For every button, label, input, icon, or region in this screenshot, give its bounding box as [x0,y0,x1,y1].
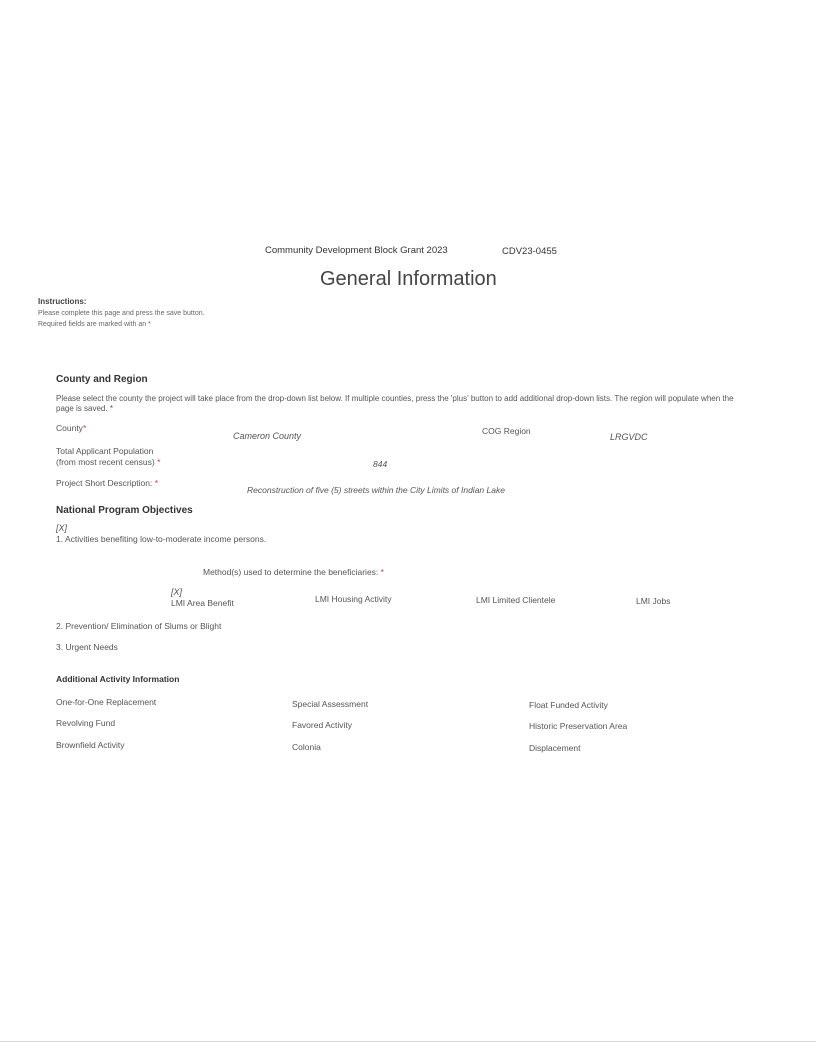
objective-1-checkbox[interactable]: [X] [56,523,68,533]
project-description-label [56,478,158,488]
project-description-label-text: Project Short Description: [56,478,153,488]
page-title: General Information [320,268,497,290]
activity-favored[interactable]: Favored Activity [292,720,352,730]
county-value[interactable]: Cameron County [233,431,302,441]
activity-revolving-fund[interactable]: Revolving Fund [56,718,116,728]
activity-special-assessment[interactable]: Special Assessment [292,699,369,709]
population-label-line-2 [56,457,160,467]
county-region-heading: County and Region [56,374,148,385]
instructions-label: Instructions: [38,297,87,306]
population-value[interactable]: 844 [373,459,388,469]
population-label-line-1: Total Applicant Population [56,446,154,456]
county-label-text: County [56,423,83,433]
cog-region-value: LRGVDC [610,432,648,442]
project-description-value[interactable]: Reconstruction of five (5) streets within the City Limits of Indian Lake [247,485,505,495]
activity-float-funded[interactable]: Float Funded Activity [529,700,608,710]
county-label [56,423,86,433]
population-label-text: (from most recent census) [56,457,155,467]
method-label-text: Method(s) used to determine the beneficiaries: [203,567,379,577]
instructions-line-1: Please complete this page and press the save button. [38,310,205,317]
required-marker: * [157,457,161,467]
activity-brownfield[interactable]: Brownfield Activity [56,740,125,750]
objective-3-label[interactable]: 3. Urgent Needs [56,642,118,652]
method-label [203,567,384,577]
activity-colonia[interactable]: Colonia [292,742,321,752]
instructions-line-2: Required fields are marked with an * [38,321,151,328]
required-marker: * [380,567,384,577]
required-marker: * [82,423,87,433]
lmi-area-benefit-checkbox[interactable]: [X] [171,587,183,597]
method-lmi-jobs[interactable]: LMI Jobs [636,596,671,606]
method-lmi-limited-clientele[interactable]: LMI Limited Clientele [476,595,556,605]
required-marker: * [154,478,159,488]
scan-edge-divider [0,1041,816,1042]
county-region-description: Please select the county the project will take place from the drop-down list below. If multiple counties, press the 'plus' button to add additional drop-down lists. The region will populate when the page is saved. * [56,394,734,413]
activity-historic-preservation[interactable]: Historic Preservation Area [529,721,628,731]
additional-activity-heading: Additional Activity Information [56,674,180,684]
program-name: Community Development Block Grant 2023 [265,245,448,256]
national-objectives-heading: National Program Objectives [56,505,193,516]
application-id: CDV23-0455 [502,246,557,257]
objective-2-label[interactable]: 2. Prevention/ Elimination of Slums or Blight [56,621,222,631]
activity-displacement[interactable]: Displacement [529,743,581,753]
method-lmi-area-benefit[interactable]: LMI Area Benefit [171,598,234,608]
activity-one-for-one-replacement[interactable]: One-for-One Replacement [56,697,157,707]
objective-1-label: 1. Activities benefiting low-to-moderate income persons. [56,534,267,544]
cog-region-label: COG Region [482,426,531,436]
method-lmi-housing-activity[interactable]: LMI Housing Activity [315,594,392,604]
